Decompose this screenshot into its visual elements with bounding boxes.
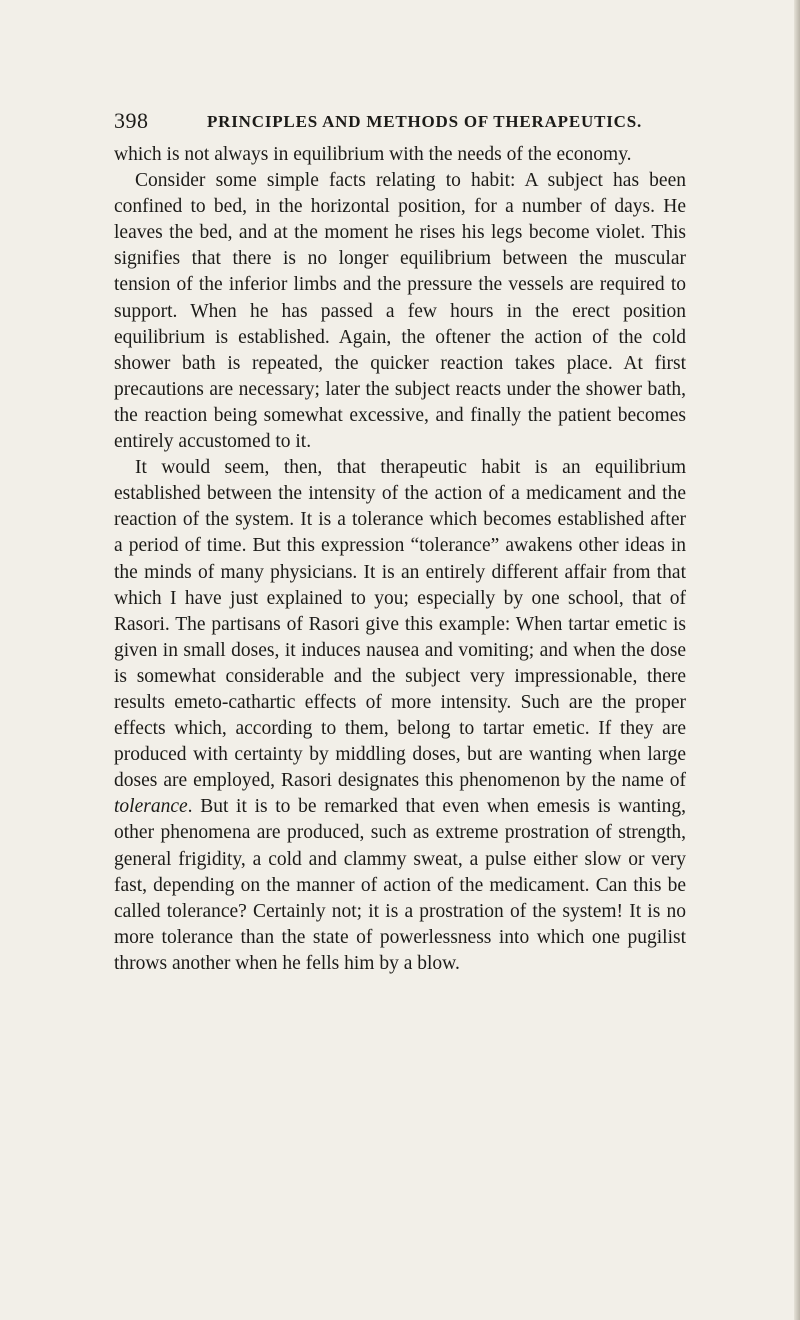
paragraph-habit-facts: Consider some simple facts relating to habit: A subject has been confined to bed, in the horizontal position, for a number of days. He leaves the bed, and at the moment he rises his legs become violet. This signifies that there is no longer equilibrium between the muscular tension of the inferior limbs and the pressure the vessels are required to support. When he has passed a few hours in the erect position equilibrium is established. Again, the oftener the action of the cold shower bath is repeated, the quicker reaction takes place. At first precautions are necessary; later the subject reacts under the shower bath, the reaction being somewhat excessive, and finally the patient becomes entirely accustomed to it. — [114, 170, 686, 453]
page-number: 398 — [114, 108, 149, 133]
running-title: PRINCIPLES AND METHODS OF THERAPEUTICS. — [207, 112, 643, 131]
emphasis-tolerance: tolerance — [114, 796, 188, 818]
page-edge-shadow — [794, 0, 800, 1320]
paragraph-tolerance — [114, 455, 686, 977]
page-header — [114, 104, 674, 138]
paragraph-tolerance-part-2: . But it is to be remarked that even when emesis is wanting, other phenomena are produced, such as extreme prostration of strength, general frigidity, a cold and clammy sweat, a pulse either slow or very fast, depending on the manner of action of the medicament. Can this be called tolerance? Certainly not; it is a prostration of the system! It is no more tolerance than the state of powerlessness into which one pugilist throws another when he fells him by a blow. — [114, 796, 686, 974]
paragraph-continuation: which is not always in equilibrium with the needs of the economy. — [114, 144, 632, 165]
body-text — [114, 142, 686, 977]
paragraph-tolerance-part-1: It would seem, then, that therapeutic habit is an equilibrium established between the intensity of the action of a medicament and the reaction of the system. It is a tolerance which becomes established after a period of time. But this expression “tolerance” awakens other ideas in the minds of many physicians. It is an entirely different affair from that which I have just explained to you; especially by one school, that of Rasori. The partisans of Rasori give this example: When tartar emetic is given in small doses, it induces nausea and vomiting; and when the dose is somewhat considerable and the subject very impressionable, there results emeto-cathartic effects of more intensity. Such are the proper effects which, according to them, belong to tartar emetic. If they are produced with certainty by middling doses, but are wanting when large doses are employed, Rasori designates this phenomenon by the name of — [114, 457, 686, 792]
